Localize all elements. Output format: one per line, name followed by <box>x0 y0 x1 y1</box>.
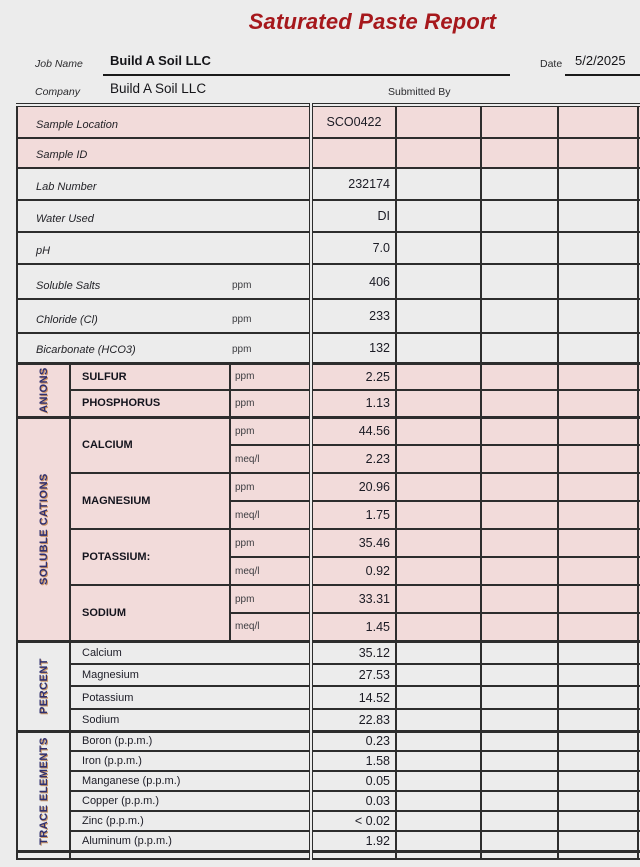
empty-cell[interactable] <box>481 417 558 445</box>
cell-value[interactable]: 1.13 <box>311 390 396 417</box>
cell-value[interactable]: 20.96 <box>311 473 396 501</box>
empty-cell[interactable] <box>481 751 558 771</box>
empty-cell[interactable] <box>558 831 638 851</box>
empty-cell[interactable] <box>481 557 558 585</box>
row-trace-aluminum <box>17 831 640 851</box>
empty-cell[interactable] <box>481 831 558 851</box>
cell-value[interactable]: DI <box>311 200 396 232</box>
empty-cell[interactable] <box>481 641 558 664</box>
cell-value[interactable]: SCO0422 <box>311 105 396 138</box>
section-label-soluble-cations: SOLUBLE CATIONS <box>17 417 70 641</box>
cell-value[interactable]: 0.92 <box>311 557 396 585</box>
unit-label: ppm <box>232 280 252 291</box>
cell-name: Calcium <box>70 641 311 664</box>
cell-value[interactable]: 7.0 <box>311 232 396 264</box>
row-trace-manganese <box>17 771 640 791</box>
empty-cell[interactable] <box>396 138 481 168</box>
unit-label: ppm <box>232 343 252 355</box>
empty-cell[interactable] <box>481 445 558 473</box>
cell-label: Water Used <box>17 200 311 232</box>
section-label-anions: ANIONS <box>17 363 70 417</box>
row-potassium-ppm <box>17 529 640 557</box>
empty-cell[interactable] <box>396 771 481 791</box>
cell-name: SULFUR <box>70 363 230 390</box>
empty-cell[interactable] <box>558 417 638 445</box>
empty-cell[interactable] <box>481 363 558 390</box>
cell-name: Aluminum (p.p.m.) <box>70 831 311 851</box>
cell-value[interactable]: 1.58 <box>311 751 396 771</box>
cell-name: Zinc (p.p.m.) <box>70 811 311 831</box>
empty-cell[interactable] <box>396 417 481 445</box>
empty-cell[interactable] <box>481 264 558 299</box>
empty-cell[interactable] <box>558 791 638 811</box>
company-label: Company <box>35 86 80 98</box>
empty-cell[interactable] <box>396 299 481 333</box>
row-trace-copper <box>17 791 640 811</box>
empty-cell[interactable] <box>396 709 481 731</box>
cell-value[interactable]: 0.23 <box>311 731 396 751</box>
empty-cell[interactable] <box>481 686 558 709</box>
row-water-used <box>17 200 640 232</box>
row-percent-calcium <box>17 641 640 664</box>
cell-value[interactable]: 1.45 <box>311 613 396 641</box>
empty-cell[interactable] <box>558 664 638 686</box>
cell-value[interactable]: 2.25 <box>311 363 396 390</box>
empty-cell[interactable] <box>396 664 481 686</box>
empty-cell[interactable] <box>396 585 481 613</box>
cell-name: SODIUM <box>70 585 230 641</box>
empty-cell[interactable] <box>396 731 481 751</box>
empty-cell[interactable] <box>396 473 481 501</box>
empty-cell[interactable] <box>558 168 638 200</box>
empty-cell[interactable] <box>396 811 481 831</box>
empty-cell <box>70 851 311 859</box>
cell-name: POTASSIUM: <box>70 529 230 585</box>
unit-label: meq/l <box>230 557 311 585</box>
cell-label: Bicarbonate (HCO3) ppm <box>17 333 311 363</box>
cell-label: Sample Location <box>17 105 311 138</box>
cell-name: Sodium <box>70 709 311 731</box>
unit-label: ppm <box>230 529 311 557</box>
empty-cell[interactable] <box>481 709 558 731</box>
empty-cell[interactable] <box>396 333 481 363</box>
cell-label: Chloride (Cl) ppm <box>17 299 311 333</box>
cell-name: Copper (p.p.m.) <box>70 791 311 811</box>
empty-cell[interactable] <box>396 686 481 709</box>
empty-cell[interactable] <box>481 585 558 613</box>
cell-value[interactable]: 44.56 <box>311 417 396 445</box>
empty-cell[interactable] <box>396 831 481 851</box>
company-value[interactable]: Build A Soil LLC <box>110 81 207 96</box>
job-name-label: Job Name <box>35 58 83 70</box>
empty-cell[interactable] <box>558 299 638 333</box>
empty-cell[interactable] <box>396 200 481 232</box>
cell-value[interactable]: 1.75 <box>311 501 396 529</box>
date-value[interactable]: 5/2/2025 <box>575 53 626 68</box>
cell-name: Manganese (p.p.m.) <box>70 771 311 791</box>
empty-cell[interactable] <box>396 105 481 138</box>
row-percent-potassium <box>17 686 640 709</box>
row-sample-location <box>17 105 640 138</box>
cell-value[interactable]: 232174 <box>311 168 396 200</box>
cell-value[interactable]: < 0.02 <box>311 811 396 831</box>
unit-label: ppm <box>230 417 311 445</box>
unit-label: ppm <box>230 390 311 417</box>
cell-value[interactable]: 33.31 <box>311 585 396 613</box>
empty-cell <box>558 851 638 859</box>
empty-cell[interactable] <box>558 529 638 557</box>
cell-value[interactable]: 0.05 <box>311 771 396 791</box>
empty-cell <box>396 851 481 859</box>
empty-cell[interactable] <box>558 771 638 791</box>
row-trace-boron <box>17 731 640 751</box>
cell-name: Iron (p.p.m.) <box>70 751 311 771</box>
cell-value[interactable]: 1.92 <box>311 831 396 851</box>
empty-cell[interactable] <box>396 501 481 529</box>
cell-name: MAGNESIUM <box>70 473 230 529</box>
cell-value[interactable]: 35.46 <box>311 529 396 557</box>
submitted-by-label: Submitted By <box>388 86 451 98</box>
empty-cell[interactable] <box>558 686 638 709</box>
row-trace-iron <box>17 751 640 771</box>
cell-value[interactable]: 35.12 <box>311 641 396 664</box>
row-sample-id <box>17 138 640 168</box>
empty-cell[interactable] <box>481 771 558 791</box>
row-phosphorus <box>17 390 640 417</box>
empty-cell[interactable] <box>396 168 481 200</box>
unit-label: meq/l <box>230 501 311 529</box>
empty-cell[interactable] <box>481 791 558 811</box>
empty-cell[interactable] <box>558 473 638 501</box>
empty-cell[interactable] <box>396 557 481 585</box>
empty-cell[interactable] <box>558 390 638 417</box>
cell-value[interactable]: 27.53 <box>311 664 396 686</box>
cell-value[interactable] <box>311 138 396 168</box>
cell-value[interactable]: 22.83 <box>311 709 396 731</box>
empty-cell[interactable] <box>481 731 558 751</box>
empty-cell[interactable] <box>481 529 558 557</box>
empty-cell[interactable] <box>396 363 481 390</box>
cell-name: Magnesium <box>70 664 311 686</box>
empty-cell[interactable] <box>481 232 558 264</box>
unit-label: ppm <box>232 314 252 325</box>
job-name-underline <box>103 74 510 76</box>
cell-name: PHOSPHORUS <box>70 390 230 417</box>
cell-name: CALCIUM <box>70 417 230 473</box>
cell-label: Soluble Salts ppm <box>17 264 311 299</box>
row-trace-zinc <box>17 811 640 831</box>
empty-cell[interactable] <box>481 811 558 831</box>
empty-cell[interactable] <box>396 445 481 473</box>
date-label: Date <box>540 58 563 70</box>
cell-label: pH <box>17 232 311 264</box>
empty-cell[interactable] <box>558 363 638 390</box>
unit-label: ppm <box>230 585 311 613</box>
empty-cell[interactable] <box>396 390 481 417</box>
cell-value[interactable]: 2.23 <box>311 445 396 473</box>
empty-cell[interactable] <box>558 333 638 363</box>
unit-label: meq/l <box>230 613 311 641</box>
cell-value[interactable]: 233 <box>311 299 396 333</box>
cell-label: Sample ID <box>17 138 311 168</box>
row-ph <box>17 232 640 264</box>
empty-cell[interactable] <box>481 105 558 138</box>
empty-cell[interactable] <box>481 200 558 232</box>
empty-cell[interactable] <box>558 811 638 831</box>
row-percent-magnesium <box>17 664 640 686</box>
report-title: Saturated Paste Report <box>248 9 497 34</box>
empty-cell[interactable] <box>396 529 481 557</box>
job-name-value[interactable]: Build A Soil LLC <box>110 53 211 68</box>
empty-cell[interactable] <box>396 751 481 771</box>
cell-value[interactable]: 132 <box>311 333 396 363</box>
cell-name: Boron (p.p.m.) <box>70 731 311 751</box>
empty-cell[interactable] <box>558 731 638 751</box>
unit-label: ppm <box>230 473 311 501</box>
section-label-percent: PERCENT <box>17 641 70 731</box>
empty-cell[interactable] <box>481 664 558 686</box>
cell-name: Potassium <box>70 686 311 709</box>
empty-cell[interactable] <box>396 641 481 664</box>
empty-cell[interactable] <box>481 390 558 417</box>
empty-cell[interactable] <box>396 232 481 264</box>
row-chloride <box>17 299 640 333</box>
empty-cell[interactable] <box>558 501 638 529</box>
cell-value[interactable]: 0.03 <box>311 791 396 811</box>
empty-cell[interactable] <box>558 585 638 613</box>
row-magnesium-ppm <box>17 473 640 501</box>
empty-cell[interactable] <box>481 473 558 501</box>
empty-cell[interactable] <box>481 168 558 200</box>
row-bicarbonate <box>17 333 640 363</box>
unit-label: meq/l <box>230 445 311 473</box>
row-cutoff-sliver <box>17 851 640 859</box>
empty-cell[interactable] <box>481 501 558 529</box>
empty-cell[interactable] <box>558 751 638 771</box>
empty-cell[interactable] <box>558 613 638 641</box>
section-label-trace-elements: TRACE ELEMENTS <box>17 731 70 851</box>
empty-cell[interactable] <box>481 333 558 363</box>
cell-value[interactable]: 14.52 <box>311 686 396 709</box>
empty-cell[interactable] <box>396 264 481 299</box>
unit-label: ppm <box>230 363 311 390</box>
cell-value[interactable]: 406 <box>311 264 396 299</box>
empty-cell[interactable] <box>481 613 558 641</box>
empty-cell <box>17 851 70 859</box>
empty-cell[interactable] <box>558 641 638 664</box>
empty-cell[interactable] <box>558 445 638 473</box>
empty-cell[interactable] <box>558 264 638 299</box>
empty-cell[interactable] <box>558 138 638 168</box>
row-soluble-salts <box>17 264 640 299</box>
empty-cell[interactable] <box>558 557 638 585</box>
row-lab-number <box>17 168 640 200</box>
empty-cell[interactable] <box>396 791 481 811</box>
cell-label: Lab Number <box>17 168 311 200</box>
empty-cell[interactable] <box>481 138 558 168</box>
empty-cell[interactable] <box>558 200 638 232</box>
empty-cell[interactable] <box>481 299 558 333</box>
empty-cell[interactable] <box>396 613 481 641</box>
empty-cell <box>481 851 558 859</box>
empty-cell[interactable] <box>558 105 638 138</box>
empty-cell[interactable] <box>558 232 638 264</box>
report-table <box>16 103 640 860</box>
empty-cell <box>311 851 396 859</box>
date-underline <box>565 74 640 76</box>
row-percent-sodium <box>17 709 640 731</box>
row-sodium-ppm <box>17 585 640 613</box>
empty-cell[interactable] <box>558 709 638 731</box>
row-sulfur <box>17 363 640 390</box>
row-calcium-ppm <box>17 417 640 445</box>
